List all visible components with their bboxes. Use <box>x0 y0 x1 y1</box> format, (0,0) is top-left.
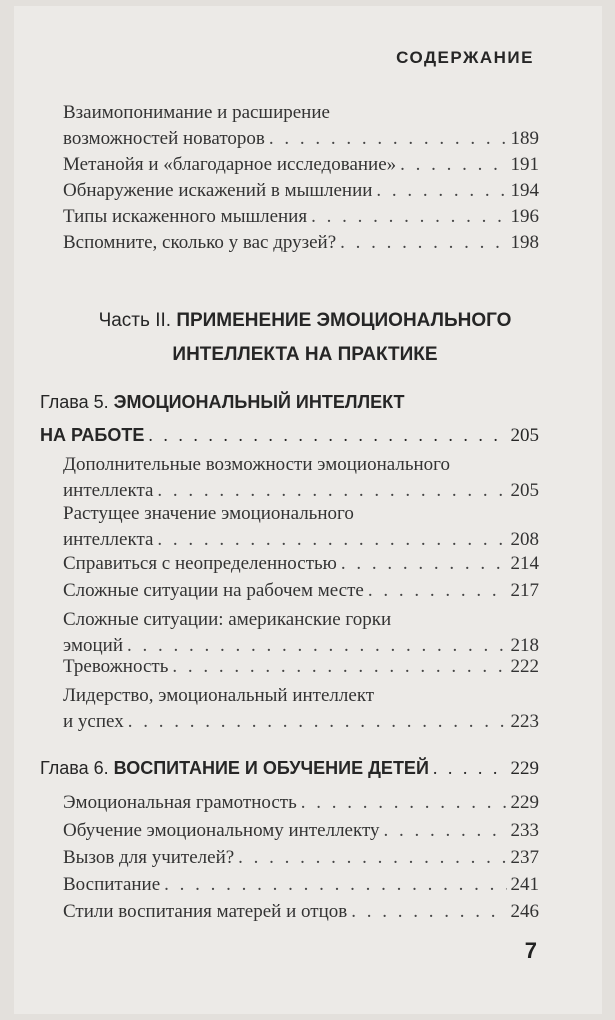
leader-dots <box>301 790 507 816</box>
toc-entry-title: Стили воспитания матерей и отцов <box>63 901 348 922</box>
toc-entry-title: Обнаружение искажений в мышлении <box>63 180 373 201</box>
leader-dots <box>433 752 507 785</box>
toc-entry <box>63 501 539 553</box>
leader-dots <box>128 709 507 735</box>
toc-entry <box>63 683 539 735</box>
toc-entry-title: Эмоциональная грамотность <box>63 792 297 813</box>
toc-entry <box>63 178 539 204</box>
toc-entry-title-line: возможностей новаторов <box>63 128 265 149</box>
page-folio: 7 <box>524 938 537 963</box>
toc-entry-title: Типы искаженного мышления <box>63 206 308 227</box>
chapter-title-line: ЭМОЦИОНАЛЬНЫЙ ИНТЕЛЛЕКТ <box>113 392 405 412</box>
toc-entry <box>63 899 539 925</box>
leader-dots <box>351 899 506 925</box>
toc-entry-title-line: Растущее значение эмоционального <box>63 503 354 524</box>
leader-dots <box>311 204 506 230</box>
toc-entry <box>63 230 539 256</box>
leader-dots <box>368 578 507 604</box>
page-number: 194 <box>510 180 539 201</box>
page-number: 229 <box>510 758 539 779</box>
page-number: 218 <box>510 635 539 656</box>
page-number: 237 <box>510 847 539 868</box>
chapter-title-line: НА РАБОТЕ <box>40 425 145 445</box>
toc-entry-title: Обучение эмоциональному интеллекту <box>63 820 380 841</box>
page-number: 191 <box>510 154 539 175</box>
page-number: 222 <box>510 656 539 677</box>
part-title-line: ПРИМЕНЕНИЕ ЭМОЦИОНАЛЬНОГО <box>176 310 512 331</box>
chapter-title: ВОСПИТАНИЕ И ОБУЧЕНИЕ ДЕТЕЙ <box>113 758 429 778</box>
toc-entry <box>63 818 539 844</box>
toc-entry <box>63 790 539 816</box>
toc-entry-title-line: и успех <box>63 711 124 732</box>
part-heading <box>50 304 560 372</box>
part-title-line: ИНТЕЛЛЕКТА НА ПРАКТИКЕ <box>172 344 438 365</box>
toc-entry-title: Метанойя и «благодарное исследование» <box>63 154 397 175</box>
chapter-number: Глава 5. <box>40 392 109 412</box>
toc-entry-title: Вспомните, сколько у вас друзей? <box>63 232 337 253</box>
leader-dots <box>376 178 506 204</box>
toc-entry-title-line: интеллекта <box>63 480 154 501</box>
toc-entry <box>63 654 539 680</box>
leader-dots <box>164 872 506 898</box>
leader-dots <box>172 654 506 680</box>
leader-dots <box>148 419 506 452</box>
toc-entry <box>63 845 539 871</box>
page-number: 229 <box>510 792 539 813</box>
leader-dots <box>269 126 507 152</box>
toc-entry-title-line: интеллекта <box>63 529 154 550</box>
running-head: СОДЕРЖАНИЕ <box>396 48 534 67</box>
chapter-heading <box>40 752 539 785</box>
leader-dots <box>238 845 506 871</box>
page-number: 241 <box>510 874 539 895</box>
page-number: 233 <box>510 820 539 841</box>
toc-entry <box>63 452 539 504</box>
toc-entry <box>63 100 539 152</box>
leader-dots <box>400 152 506 178</box>
leader-dots <box>341 551 507 577</box>
toc-entry-title-line: Сложные ситуации: американские горки <box>63 609 392 630</box>
toc-entry-title-line: Дополнительные возможности эмоционального <box>63 454 450 475</box>
toc-entry <box>63 872 539 898</box>
leader-dots <box>384 818 507 844</box>
toc-entry <box>63 204 539 230</box>
page-number: 205 <box>510 480 539 501</box>
toc-entry <box>63 607 539 659</box>
part-prefix: Часть II. <box>98 310 172 331</box>
page-number: 189 <box>510 128 539 149</box>
chapter-number: Глава 6. <box>40 758 109 778</box>
toc-entry-title: Вызов для учителей? <box>63 847 235 868</box>
page-number: 205 <box>510 425 539 446</box>
page-number: 246 <box>510 901 539 922</box>
page-number: 223 <box>510 711 539 732</box>
toc-entry-title: Справиться с неопределенностью <box>63 553 337 574</box>
toc-entry <box>63 152 539 178</box>
toc-entry <box>63 551 539 577</box>
page-number: 214 <box>510 553 539 574</box>
toc-entry-title-line: Взаимопонимание и расширение <box>63 102 330 123</box>
page-number: 198 <box>510 232 539 253</box>
page-number: 217 <box>510 580 539 601</box>
toc-entry-title-line: эмоций <box>63 635 124 656</box>
toc-entry-title-line: Лидерство, эмоциональный интеллект <box>63 685 375 706</box>
page-number: 208 <box>510 529 539 550</box>
toc-entry-title: Тревожность <box>63 656 169 677</box>
leader-dots <box>157 527 506 553</box>
toc-entry-title: Воспитание <box>63 874 161 895</box>
leader-dots <box>340 230 506 256</box>
page-number: 196 <box>510 206 539 227</box>
toc-entry-title: Сложные ситуации на рабочем месте <box>63 580 364 601</box>
chapter-heading <box>40 386 539 452</box>
toc-entry <box>63 578 539 604</box>
